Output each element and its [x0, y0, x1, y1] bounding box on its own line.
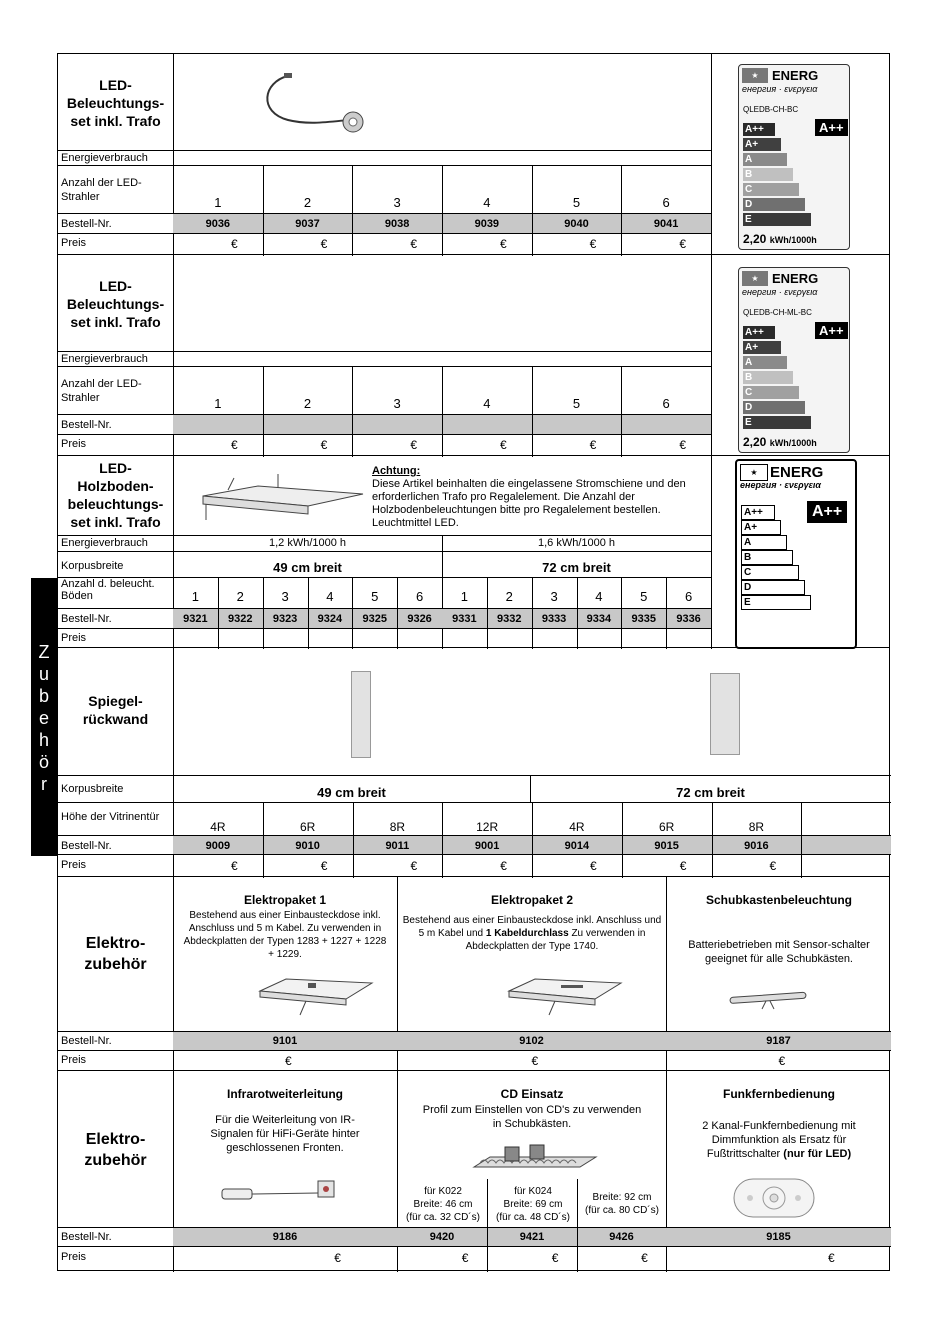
strahler-count: 3 [393, 195, 401, 210]
order-number: 9041 [653, 218, 679, 230]
order-number: 9325 [362, 613, 387, 625]
euro-sign: € [551, 1251, 559, 1265]
cd-variant: für K024 Breite: 69 cm (für ca. 48 CD´s) [496, 1186, 570, 1223]
euro-sign: € [589, 237, 597, 251]
section-title: LED- Beleuchtungs- set inkl. Trafo [66, 77, 165, 129]
section-title: LED- Beleuchtungs- set inkl. Trafo [66, 278, 165, 330]
order-number: 9421 [519, 1231, 545, 1243]
order-number: 9038 [384, 218, 410, 230]
euro-sign: € [461, 1251, 469, 1265]
strahler-count: 3 [393, 396, 401, 411]
product-desc: Für die Weiterleitung von IR-Signalen für HiFi-Geräte hinter geschlossenen Fronten. [210, 1114, 360, 1154]
euro-sign: € [410, 438, 418, 452]
section-title: Spiegel- rückwand [82, 693, 149, 727]
energy-class-bar: A+ [743, 341, 781, 354]
energy-class-bar: D [741, 580, 805, 595]
ir-repeater-image [218, 1173, 348, 1207]
boden-count: 2 [505, 589, 513, 604]
energy-label: Energieverbrauch [61, 537, 148, 549]
boden-count: 6 [684, 589, 693, 604]
euro-sign: € [231, 859, 238, 873]
section-title: LED- Holzboden- beleuchtungs- set inkl. Trafo [67, 460, 164, 530]
price-label: Preis [61, 859, 87, 871]
section-title: Elektro- zubehör [84, 935, 147, 973]
note-text: Diese Artikel beinhalten die eingelassene Stromschiene und den erforderlichen Trafo pro Regalelement. Die Anzahl der Holzbodenbeleuchtungen bitte pro Regalelement bestellen. Leuchtmittel LED. [372, 478, 686, 529]
led-set-section-2 [57, 254, 890, 456]
euro-sign: € [828, 1251, 835, 1265]
euro-sign: € [500, 438, 507, 452]
energy-class-bar: D [743, 198, 805, 211]
energy-rating-arrow: A++ [815, 119, 848, 136]
euro-sign: € [285, 1054, 292, 1068]
boden-count: 6 [415, 589, 424, 604]
product-desc: 2 Kanal-Funkfernbedienung mit Dimmfunktion als Ersatz für Fußtrittschalter (nur für LED) [702, 1120, 856, 1160]
door-height: 4R [210, 820, 226, 834]
price-label: Preis [61, 438, 87, 450]
energy-class-bar: A [743, 153, 787, 166]
euro-sign: € [679, 438, 687, 452]
width-label: Korpusbreite [61, 783, 124, 795]
euro-sign: € [410, 859, 418, 873]
boden-count: 4 [326, 589, 334, 604]
euro-sign: € [769, 859, 777, 873]
energy-class-bar: A [741, 535, 787, 550]
euro-sign: € [679, 237, 687, 251]
strahler-count: 2 [303, 195, 312, 210]
door-height: 8R [389, 820, 406, 834]
euro-sign: € [231, 438, 238, 452]
price-label: Preis [61, 1251, 87, 1263]
strahler-count: 1 [214, 396, 222, 411]
order-number: 9426 [609, 1231, 634, 1243]
order-number: 9333 [541, 613, 567, 625]
energy-rating-arrow: A++ [815, 322, 848, 339]
energy-class-bar: A+ [741, 520, 781, 535]
boden-count: 1 [460, 589, 469, 604]
euro-sign: € [320, 237, 328, 251]
width-49: 49 cm breit [317, 785, 386, 800]
mirror-image-49 [351, 671, 371, 758]
strahler-count: 4 [483, 195, 491, 210]
order-number: 9102 [519, 1035, 544, 1047]
holzboden-section [57, 455, 890, 648]
sidebar-tab [31, 578, 57, 856]
energy-class-bar: C [741, 565, 799, 580]
order-label: Bestell-Nr. [61, 1035, 112, 1047]
width-label: Korpusbreite [61, 560, 124, 572]
order-number: 9001 [474, 840, 500, 852]
door-height: 4R [569, 820, 585, 834]
order-number: 9322 [228, 613, 253, 625]
sidebar-letter: u [38, 664, 49, 684]
strahler-count: 5 [572, 195, 581, 210]
order-number: 9185 [766, 1231, 791, 1243]
order-number: 9321 [183, 613, 208, 625]
order-label: Bestell-Nr. [61, 1231, 112, 1243]
elektro-section-2 [57, 1070, 890, 1271]
price-label: Preis [61, 632, 87, 644]
led-set-section-1 [57, 53, 890, 255]
note-title: Achtung: [372, 465, 421, 477]
elektropaket-2-image [505, 973, 625, 1021]
energy-badge: ★ ENERG енергия · ενεργεια QLEDB-CH-BC A++ 2,20 kWh/1000h A++ A+ A B C D E [738, 64, 850, 250]
width-72: 72 cm breit [542, 560, 611, 575]
order-number: 9016 [744, 840, 769, 852]
order-label: Bestell-Nr. [61, 840, 112, 852]
energy-badge: ★ ENERG енергия · ενεργεια QLEDB-CH-ML-BC A++ 2,20 kWh/1000h A++ A+ A B C D E [738, 267, 850, 453]
order-number: 9187 [766, 1035, 791, 1047]
product-title: Elektropaket 1 [243, 893, 327, 907]
door-height: 12R [476, 820, 499, 834]
strahler-count: 1 [214, 195, 222, 210]
sidebar-letter: Z [38, 642, 50, 662]
product-title: Elektropaket 2 [490, 893, 574, 907]
count-label: Anzahl d. beleucht. Böden [61, 578, 155, 602]
euro-sign: € [531, 1054, 539, 1068]
euro-sign: € [231, 237, 238, 251]
count-label: Anzahl der LED-Strahler [61, 378, 142, 404]
euro-sign: € [500, 859, 507, 873]
product-desc: Batteriebetrieben mit Sensor-schalter geeignet für alle Schubkästen. [688, 939, 870, 965]
sidebar-letter: e [38, 708, 49, 728]
strahler-count: 5 [572, 396, 581, 411]
remote-control-image [730, 1173, 820, 1223]
strahler-count: 4 [483, 396, 491, 411]
order-label: Bestell-Nr. [61, 218, 112, 230]
elektro-section-1 [57, 876, 890, 1071]
energy-value-49: 1,2 kWh/1000 h [268, 537, 347, 549]
product-title: Schubkastenbeleuchtung [705, 893, 853, 907]
boden-count: 1 [191, 589, 200, 604]
sidebar-letter: h [38, 730, 49, 750]
euro-sign: € [320, 438, 328, 452]
sidebar-letter: b [38, 686, 49, 706]
boden-count: 5 [371, 589, 379, 604]
sidebar-letter: r [41, 774, 47, 794]
cd-variant: Breite: 92 cm (für ca. 80 CD´s) [585, 1192, 659, 1216]
elektropaket-1-image [256, 973, 376, 1021]
product-desc: Bestehend aus einer Einbausteckdose inkl. Anschluss und 5 m Kabel. Zu verwenden in Abdeckplatten der Typen 1283 + 1227 + 1228 + 1229. [183, 910, 387, 960]
euro-sign: € [410, 237, 418, 251]
order-number: 9331 [452, 613, 477, 625]
cd-variant: für K022 Breite: 46 cm (für ca. 32 CD´s) [406, 1186, 480, 1223]
energy-label: Energieverbrauch [61, 353, 148, 365]
order-number: 9186 [272, 1231, 298, 1243]
door-height: 6R [299, 820, 316, 834]
energy-class-bar: A [743, 356, 787, 369]
order-number: 9326 [407, 613, 432, 625]
order-number: 9334 [586, 613, 612, 625]
euro-sign: € [590, 859, 597, 873]
boden-count: 3 [550, 589, 558, 604]
strahler-count: 6 [662, 195, 670, 210]
product-desc: Profil zum Einstellen von CD's zu verwenden in Schubkästen. [422, 1104, 642, 1130]
order-number: 9336 [676, 613, 701, 625]
sidebar-letter: ö [38, 752, 49, 772]
spiegel-section [57, 647, 890, 877]
order-number: 9010 [295, 840, 320, 852]
energy-class-bar: E [743, 213, 811, 226]
energy-class-bar: E [743, 416, 811, 429]
order-number: 9420 [429, 1231, 455, 1243]
height-label: Höhe der Vitrinentür [61, 811, 160, 823]
strahler-count: 2 [303, 396, 312, 411]
strahler-count: 6 [662, 396, 670, 411]
order-number: 9335 [631, 613, 656, 625]
euro-sign: € [589, 438, 597, 452]
order-label: Bestell-Nr. [61, 419, 112, 431]
door-height: 6R [658, 820, 675, 834]
shelf-image [198, 468, 368, 528]
eu-flag-icon: ★ [742, 68, 768, 83]
order-number: 9015 [654, 840, 679, 852]
order-number: 9039 [474, 218, 500, 230]
boden-count: 4 [595, 589, 603, 604]
energy-class-bar: E [741, 595, 811, 610]
order-number: 9101 [272, 1035, 298, 1047]
euro-sign: € [334, 1251, 341, 1265]
product-title: Funkfernbedienung [723, 1087, 835, 1101]
count-label: Anzahl der LED-Strahler [61, 177, 142, 203]
order-number: 9011 [385, 840, 410, 852]
door-height: 8R [748, 820, 765, 834]
energy-class-bar: C [743, 183, 799, 196]
order-number: 9324 [317, 613, 343, 625]
energy-class-bar: A++ [743, 123, 775, 136]
energy-class-bar: C [743, 386, 799, 399]
energy-badge: ★ ENERG енергия · ενεργεια A++ A++ A+ A B C D E [735, 459, 857, 649]
order-number: 9036 [205, 218, 231, 230]
energy-class-bar: D [743, 401, 805, 414]
boden-count: 3 [281, 589, 289, 604]
order-number: 9009 [205, 840, 231, 852]
euro-sign: € [778, 1054, 786, 1068]
width-72: 72 cm breit [676, 785, 745, 800]
boden-count: 2 [236, 589, 244, 604]
product-desc: Bestehend aus einer Einbausteckdose inkl. Anschluss und 5 m Kabel und 1 Kabeldurchlass Zu verwenden in Abdeckplatten der Type 1740. [402, 915, 662, 952]
order-number: 9323 [272, 613, 298, 625]
euro-sign: € [500, 237, 507, 251]
eu-flag-icon: ★ [742, 271, 768, 286]
cd-insert-image [470, 1141, 600, 1181]
boden-count: 5 [640, 589, 648, 604]
eu-flag-icon: ★ [740, 464, 768, 481]
order-number: 9037 [295, 218, 320, 230]
euro-sign: € [679, 859, 687, 873]
energy-class-bar: B [743, 168, 793, 181]
energy-class-bar: A+ [743, 138, 781, 151]
energy-label: Energieverbrauch [61, 152, 148, 164]
energy-class-bar: A++ [741, 505, 775, 520]
energy-class-bar: B [743, 371, 793, 384]
order-number: 9040 [564, 218, 589, 230]
section-title: Elektro- zubehör [84, 1131, 147, 1169]
mirror-image-72 [710, 673, 740, 755]
order-number: 9332 [497, 613, 522, 625]
price-label: Preis [61, 1054, 87, 1066]
energy-value-72: 1,6 kWh/1000 h [537, 537, 616, 549]
euro-sign: € [320, 859, 328, 873]
order-label: Bestell-Nr. [61, 613, 112, 625]
energy-class-bar: A++ [743, 326, 775, 339]
product-title: CD Einsatz [500, 1087, 564, 1101]
euro-sign: € [641, 1251, 648, 1265]
energy-class-bar: B [741, 550, 793, 565]
width-49: 49 cm breit [273, 560, 342, 575]
product-title: Infrarotweiterleitung [226, 1087, 343, 1101]
price-label: Preis [61, 237, 87, 249]
led-spot-image [258, 72, 378, 137]
energy-rating-arrow: A++ [807, 501, 847, 523]
order-number: 9014 [564, 840, 590, 852]
drawer-light-image [726, 983, 816, 1013]
